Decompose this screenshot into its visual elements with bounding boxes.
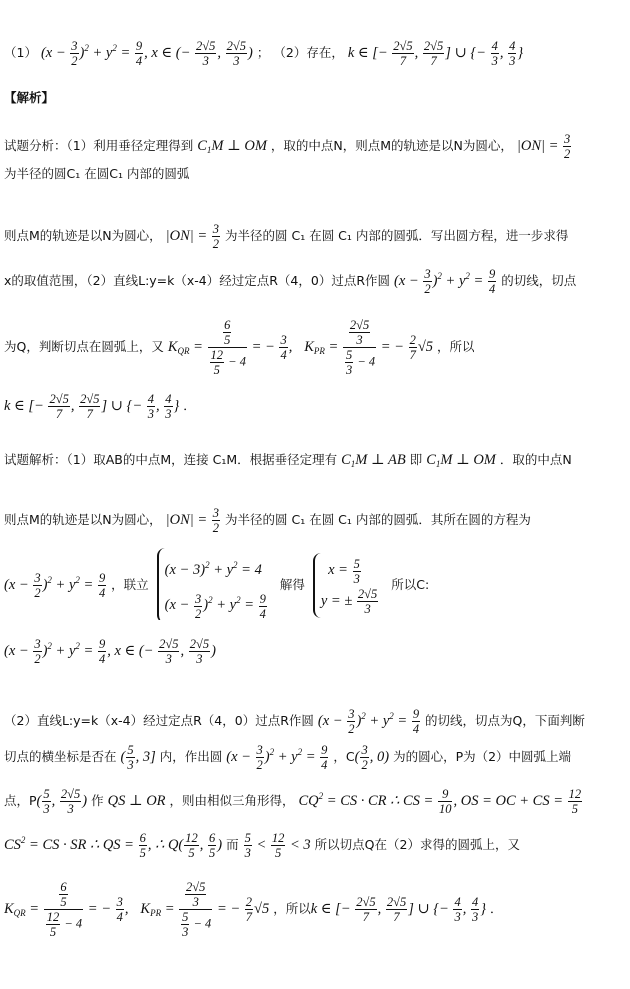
text: 则点M的轨迹是以N为圆心， [4, 511, 162, 527]
solution-label: 试题解析： [4, 452, 67, 467]
math-kpr: $K_{PR}$ = $\frac{2√5}{3}$ $\frac{5}{3}$ − 4 = − $\frac{2}{7}$ √5 [304, 318, 434, 377]
solution-line-4 [4, 636, 628, 666]
math-cs-squared: $CS^2$ = CS · SR ∴ QS = $\frac{6}{5}$ , ∴ Q( $\frac{12}{5}$ , $\frac{6}{5}$ ) [4, 831, 223, 861]
answer-part1-label: （1） [4, 45, 37, 60]
text: 切点的横坐标是否在 [4, 749, 117, 764]
answer-line [4, 38, 628, 68]
math-circle-eq: (x − $\frac{3}{2}$ )$^2 + y^2$ = $\frac{9}{4}$ [394, 267, 496, 297]
solution-line-2 [4, 506, 628, 535]
answer-part2-expr: k ∈ [− $\frac{2√5}{7}$ , $\frac{2√5}{7}$ ] ∪ {− $\frac{4}{3}$ , $\frac{4}{3}$ } [347, 39, 524, 69]
math-c1m-perp-om: $C_1M$ ⊥ OM [197, 137, 267, 155]
text: 为半径的圆 C₁ 在圆 C₁ 内部的圆弧．其所在圆的方程为 [225, 511, 531, 527]
math-on-eq: |ON| = $\frac{3}{2}$ [165, 222, 220, 251]
analysis-line-6 [4, 392, 628, 421]
solution-line-1 [4, 450, 628, 474]
analysis-line-2: 为半径的圆C₁ 在圆C₁ 内部的圆弧 [4, 166, 190, 181]
math-c1m-perp-ab: $C_1M$ ⊥ AB [341, 452, 406, 469]
text: 为半径的圆 C₁ 在圆 C₁ 内部的圆弧．写出圆方程，进一步求得 [225, 227, 569, 243]
math-circle-eq: (x − $\frac{3}{2}$ )$^2 + y^2$ = $\frac{9}{4}$ [317, 707, 420, 737]
text: 所以切点Q在（2）求得的圆弧上，又 [314, 837, 520, 852]
solution-line-7 [4, 786, 628, 816]
text: （1）利用垂径定理得到 [66, 137, 194, 153]
solution-line-8 [4, 830, 628, 860]
math-system: $(x - 3)^2 + y^2 = 4$ (x − $\frac{3}{2}$ )$^2 + y^2$ = $\frac{9}{4}$ [157, 548, 272, 620]
text: x的取值范围，（2）直线L:y=k（x-4）经过定点R（4，0）过点R作圆 [4, 273, 391, 288]
math-circle-eq: (x − $\frac{3}{2}$ )$^2 + y^2$ = $\frac{9}{4}$ [226, 743, 328, 773]
math-point-p: ( $\frac{5}{3}$ , $\frac{2√5}{3}$ ) [36, 787, 88, 817]
text: （1）取AB的中点M，连接 C₁M．根据垂径定理有 [66, 452, 338, 467]
text: 解得 [279, 577, 305, 592]
math-similar-triangles: $CQ^2$ = CS · CR ∴ CS = $\frac{9}{10}$ , OS = OC + CS = $\frac{12}{5}$ [298, 787, 582, 817]
math-circle-with-range: (x − $\frac{3}{2}$ )$^2 + y^2$ = $\frac{9}{4}$ , x ∈ (− $\frac{2√5}{3}$ , $\frac{2√5}{3}$ ) [4, 637, 216, 667]
math-inequality: $\frac{5}{3}$ < $\frac{12}{5}$ < 3 [244, 831, 311, 861]
solution-line-9: $K_{QR}$ = $\frac{6}{5}$ $\frac{12}{5}$ − 4 = − $\frac{3}{4}$ , $K_{PR}$ = $\frac{2√5}{3}$ $\frac{5}{3}$ − 4 = − $\frac{2}{7}$ √5 ，所以k ∈ [− $\frac{2√5}{7}$ , $\frac{2√5}{7}$ ] ∪ {− $\frac{4}{3}$ , $\frac{4}{3}$ } ． [4, 880, 503, 939]
math-c1m-perp-om: $C_1M$ ⊥ OM [426, 452, 496, 469]
math-kqr: $K_{QR}$ = $\frac{6}{5}$ $\frac{12}{5}$ − 4 = − $\frac{3}{4}$ , [167, 318, 293, 377]
analysis-line-5 [4, 318, 628, 377]
text: ，取的中点N，则点M的轨迹是以N为圆心， [270, 137, 513, 153]
text: 为的圆心，P为（2）中圆弧上端 [393, 749, 572, 764]
math-k-range: k ∈ [− $\frac{2√5}{7}$ , $\frac{2√5}{7}$ ] ∪ {− $\frac{4}{3}$ , $\frac{4}{3}$ } [4, 392, 180, 421]
math-qs-perp-or: QS ⊥ OR [107, 793, 166, 809]
solution-line-5 [4, 706, 628, 736]
answer-part1-expr: (x − $\frac{3}{2}$ )$^2 + y^2$ = $\frac{9}{4}$ , x ∈ (− $\frac{2√5}{3}$ , $\frac{2√5}{3}$ ) [40, 39, 253, 69]
analysis-heading: 【解析】 [4, 90, 55, 105]
math-interval: ( $\frac{5}{3}$ , 3] [120, 743, 156, 773]
analysis-line-4 [4, 266, 628, 296]
math-on-eq: |ON| = $\frac{3}{2}$ [165, 506, 220, 535]
text: 点，P [4, 793, 37, 808]
analysis-line-3 [4, 222, 628, 251]
analysis-label: 试题分析： [4, 137, 67, 153]
text: 为Q，判断切点在圆弧上，又 [4, 338, 164, 354]
text: ，则由相似三角形得， [169, 793, 295, 808]
text: 即 [409, 452, 423, 467]
text: 所以C: [391, 577, 430, 592]
math-k-range: k ∈ [− $\frac{2√5}{7}$ , $\frac{2√5}{7}$ ] ∪ {− $\frac{4}{3}$ , $\frac{4}{3}$ } [310, 895, 487, 924]
text: ，所以 [437, 338, 475, 354]
math-center: ( $\frac{3}{2}$ , 0) [354, 743, 390, 773]
text: 的切线，切点为Q，下面判断 [425, 713, 585, 728]
text: ，C [333, 749, 355, 764]
text: 而 [226, 837, 239, 852]
text: ．取的中点N [499, 452, 572, 467]
answer-part2-label: （2）存在， [273, 45, 344, 60]
math-kqr: $K_{QR}$ = $\frac{6}{5}$ $\frac{12}{5}$ − 4 = − $\frac{3}{4}$ , [4, 880, 129, 939]
text: ． [183, 397, 196, 413]
text: 作 [91, 793, 104, 808]
math-circle-eq: (x − $\frac{3}{2}$ )$^2 + y^2$ = $\frac{9}{4}$ [4, 571, 106, 601]
math-kpr: $K_{PR}$ = $\frac{2√5}{3}$ $\frac{5}{3}$ − 4 = − $\frac{2}{7}$ √5 [140, 880, 270, 939]
math-solution: x = $\frac{5}{3}$ y = ± $\frac{2√5}{3}$ [313, 553, 383, 617]
text: （2）直线L:y=k（x-4）经过定点R（4，0）过点R作圆 [4, 713, 314, 728]
text: 内，作出圆 [159, 749, 223, 764]
text: 则点M的轨迹是以N为圆心， [4, 227, 162, 243]
solution-line-6 [4, 742, 628, 772]
analysis-line-1 [4, 132, 628, 161]
math-on-eq: |ON| = $\frac{3}{2}$ [516, 132, 571, 161]
text: ，联立 [111, 577, 149, 592]
answer-separator: ； [256, 45, 270, 60]
text: 的切线，切点 [501, 273, 577, 288]
solution-line-3 [4, 540, 628, 620]
text: ，所以 [273, 900, 311, 916]
